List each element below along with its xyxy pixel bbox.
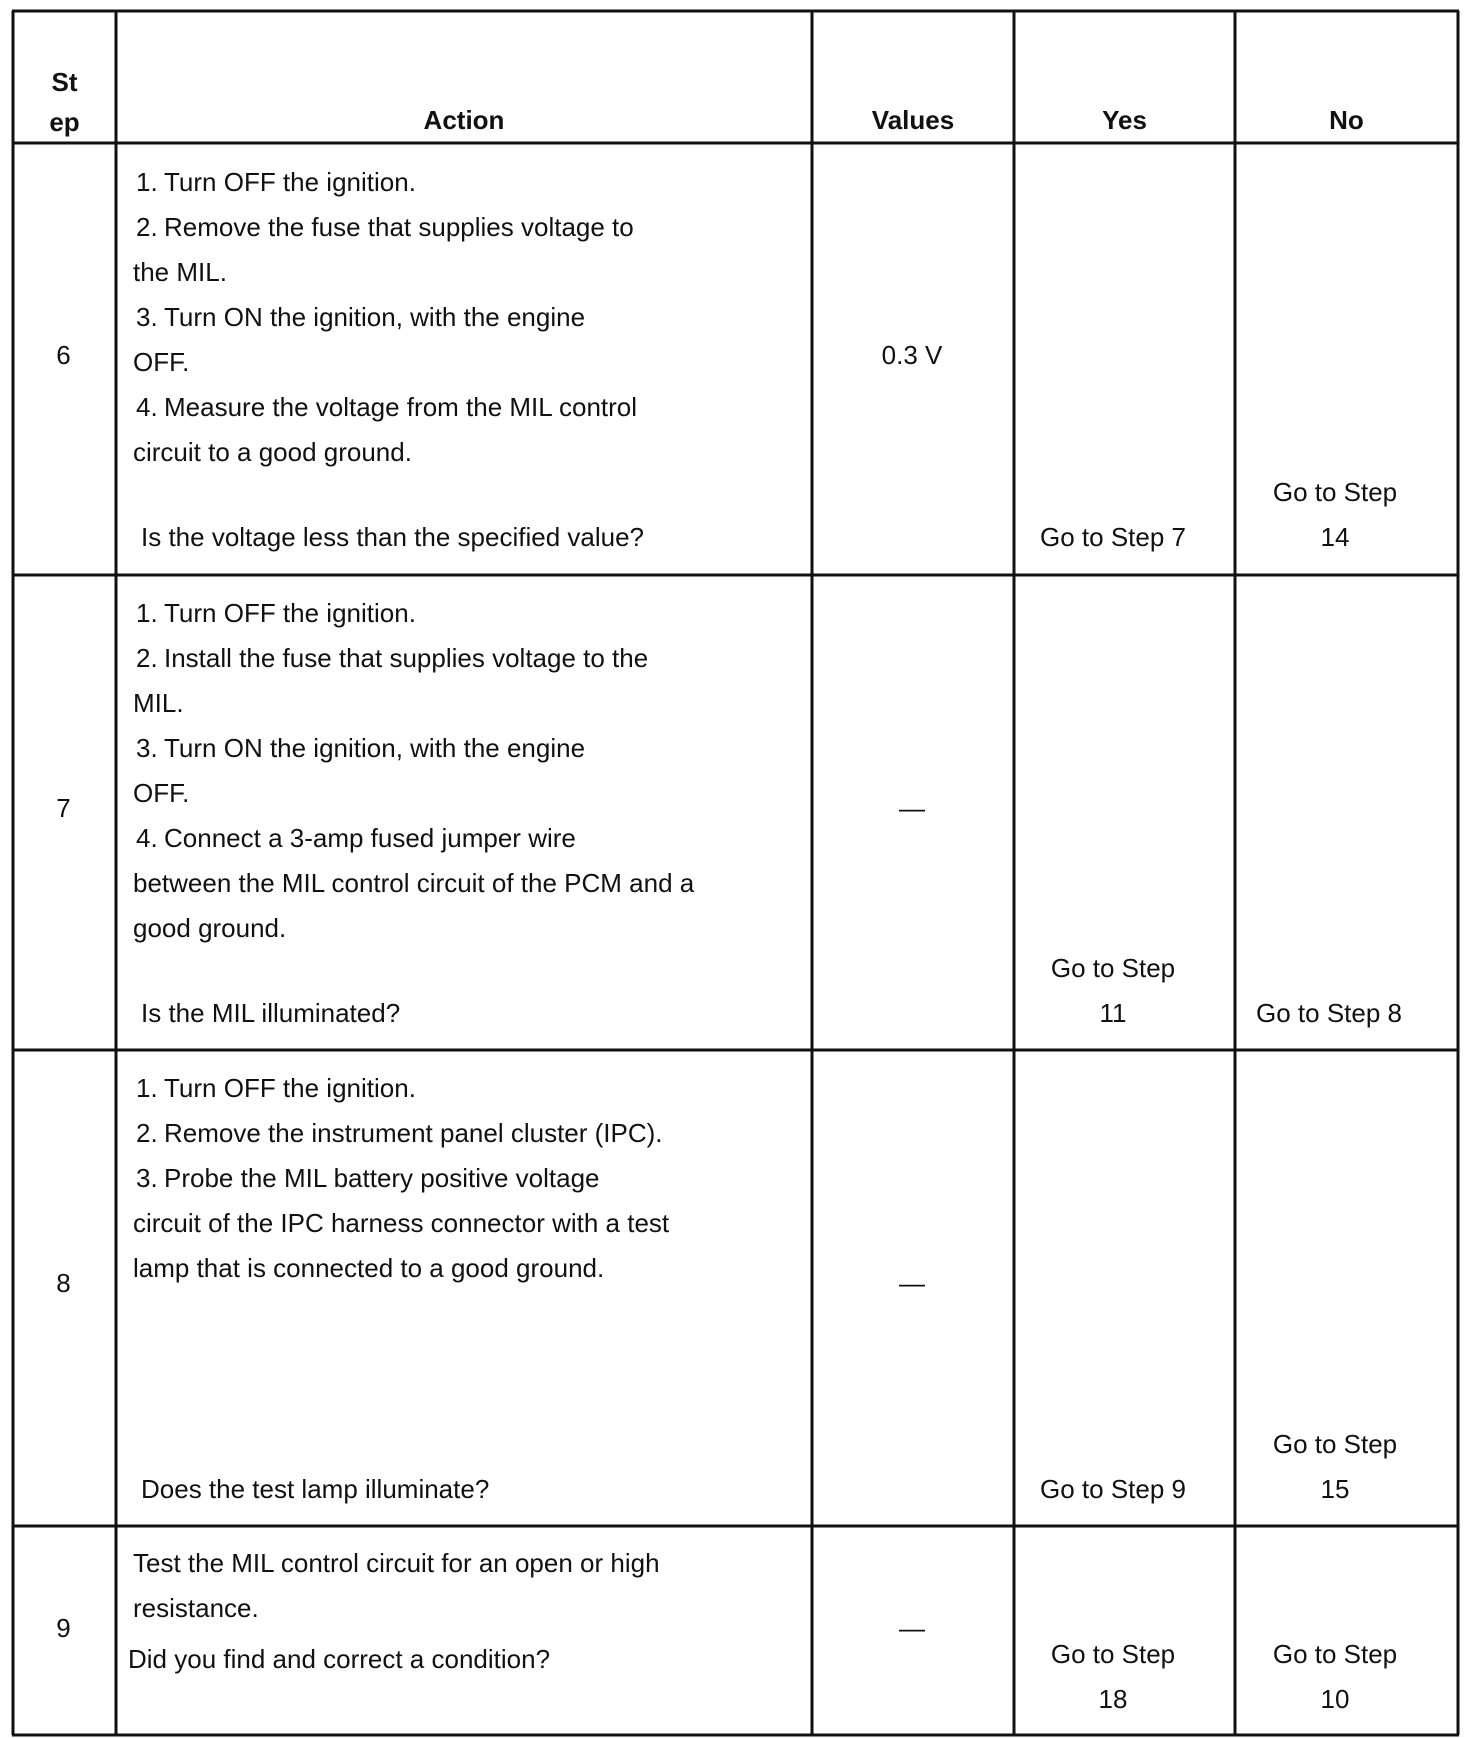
- step-number: 6: [56, 340, 71, 370]
- action-line-text: circuit of the IPC harness connector with a test: [133, 1208, 670, 1238]
- action-steps: [133, 1541, 660, 1631]
- action-line-num: 4.: [136, 823, 158, 853]
- action-line: [118, 430, 637, 475]
- action-question: Does the test lamp illuminate?: [141, 1474, 490, 1504]
- action-line: [133, 1586, 660, 1631]
- no-line1: Go to Step: [1272, 1639, 1398, 1669]
- no-line2: 14: [1320, 522, 1350, 552]
- yes-line1: Go to Step 9: [1040, 1474, 1186, 1504]
- action-line-text: Test the MIL control circuit for an open or high: [133, 1548, 660, 1578]
- action-line: [118, 340, 637, 385]
- action-line: [118, 1066, 669, 1111]
- action-line-text: Turn OFF the ignition.: [164, 167, 416, 197]
- value-cell: —: [899, 1268, 925, 1298]
- action-question: Is the MIL illuminated?: [141, 998, 401, 1028]
- no-line2: 15: [1320, 1474, 1350, 1504]
- action-line-text: the MIL.: [133, 257, 227, 287]
- action-line-text: resistance.: [133, 1593, 259, 1623]
- action-line: [118, 1156, 669, 1201]
- action-line-text: Turn ON the ignition, with the engine: [164, 302, 586, 332]
- action-line-text: circuit to a good ground.: [133, 437, 412, 467]
- yes-line1: Go to Step: [1050, 1639, 1176, 1669]
- yes-line2: 11: [1099, 998, 1127, 1028]
- action-question: Did you find and correct a condition?: [128, 1644, 551, 1674]
- action-line-num: 3.: [136, 1163, 158, 1193]
- action-steps: [118, 160, 637, 475]
- action-line: [118, 160, 637, 205]
- action-line-num: 3.: [136, 302, 158, 332]
- action-line-text: OFF.: [133, 347, 190, 377]
- action-line-num: 3.: [136, 733, 158, 763]
- no-result: [1225, 1422, 1445, 1512]
- action-line: [118, 906, 694, 951]
- action-line-text: Turn OFF the ignition.: [164, 598, 416, 628]
- action-line: [118, 861, 694, 906]
- no-result: [1225, 1632, 1445, 1722]
- no-line1: Go to Step: [1272, 1429, 1398, 1459]
- action-line-text: Turn OFF the ignition.: [164, 1073, 416, 1103]
- no-line2: 10: [1320, 1684, 1350, 1714]
- step-number: 9: [56, 1613, 71, 1643]
- action-line: [118, 205, 637, 250]
- action-line-text: Remove the instrument panel cluster (IPC).: [164, 1118, 663, 1148]
- action-line-text: between the MIL control circuit of the PCM and a: [133, 868, 695, 898]
- no-result: [1225, 470, 1445, 560]
- header-no: No: [1329, 105, 1364, 135]
- action-line: [118, 636, 694, 681]
- action-line: [118, 1201, 669, 1246]
- no-result: [1219, 991, 1439, 1036]
- action-line-text: Measure the voltage from the MIL control: [164, 392, 638, 422]
- yes-result: [1003, 515, 1223, 560]
- action-line: [133, 1541, 660, 1586]
- step-number: 8: [56, 1268, 71, 1298]
- action-line-text: Remove the fuse that supplies voltage to: [164, 212, 634, 242]
- action-line: [118, 1246, 669, 1291]
- header-action: Action: [423, 105, 505, 135]
- action-line-num: 2.: [136, 1118, 158, 1148]
- action-line-num: 2.: [136, 212, 158, 242]
- action-line-num: 2.: [136, 643, 158, 673]
- header-step-line2: ep: [49, 107, 80, 137]
- yes-result: [1003, 1632, 1223, 1722]
- action-question: Is the voltage less than the specified value?: [141, 522, 644, 552]
- action-line-text: Install the fuse that supplies voltage to the: [164, 643, 649, 673]
- yes-line2: 18: [1098, 1684, 1128, 1714]
- action-line: [118, 1111, 669, 1156]
- no-line1: Go to Step 8: [1256, 998, 1402, 1028]
- action-line: [118, 816, 694, 861]
- action-line-text: Connect a 3-amp fused jumper wire: [164, 823, 576, 853]
- action-line-text: good ground.: [133, 913, 287, 943]
- action-line: [118, 771, 694, 816]
- action-steps: [118, 1066, 669, 1291]
- action-steps: [118, 591, 694, 951]
- action-line-num: 4.: [136, 392, 158, 422]
- header-step: [13, 62, 116, 142]
- action-line-text: Probe the MIL battery positive voltage: [164, 1163, 600, 1193]
- value-cell: —: [899, 1613, 925, 1643]
- action-line: [118, 250, 637, 295]
- action-line-text: OFF.: [133, 778, 190, 808]
- action-line: [118, 726, 694, 771]
- action-line-num: 1.: [136, 1073, 158, 1103]
- value-cell: 0.3 V: [881, 340, 943, 370]
- action-line: [118, 681, 694, 726]
- action-line: [118, 295, 637, 340]
- step-number: 7: [56, 793, 71, 823]
- action-line-text: MIL.: [133, 688, 184, 718]
- yes-result: [1003, 946, 1223, 1036]
- value-cell: —: [899, 793, 925, 823]
- header-step-line1: St: [51, 67, 78, 97]
- header-values: Values: [871, 105, 955, 135]
- action-line-num: 1.: [136, 167, 158, 197]
- yes-line1: Go to Step 7: [1040, 522, 1186, 552]
- action-line: [118, 385, 637, 430]
- header-yes: Yes: [1102, 105, 1147, 135]
- yes-line1: Go to Step: [1050, 953, 1176, 983]
- action-line-text: Turn ON the ignition, with the engine: [164, 733, 586, 763]
- no-line1: Go to Step: [1272, 477, 1398, 507]
- action-line-text: lamp that is connected to a good ground.: [133, 1253, 605, 1283]
- yes-result: [1003, 1467, 1223, 1512]
- action-line: [118, 591, 694, 636]
- action-line-num: 1.: [136, 598, 158, 628]
